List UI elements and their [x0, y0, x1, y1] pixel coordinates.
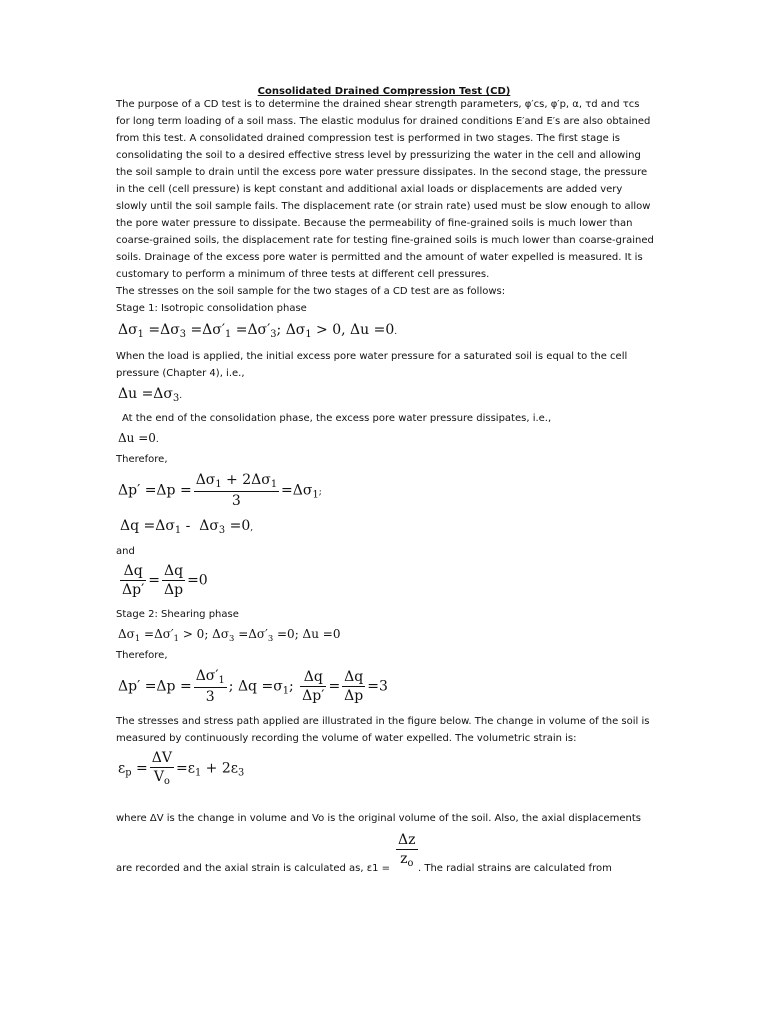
- equation-trailing-mark: .: [394, 327, 398, 337]
- page-title: Consolidated Drained Compression Test (CD): [257, 86, 511, 97]
- equation-shearing-stresses: $\Delta\sigma_1 =\Delta\sigma'_1 > 0$; $\Delta\sigma_3 =\Delta\sigma'_3 =0$; Δu =0: [118, 627, 341, 643]
- and-text: and: [116, 546, 135, 557]
- intro-paragraph: The purpose of a CD test is to determine the drained shear strength parameters, φ′cs, φ′p, α, τd and τcs for long term loading of a soil mass. The elastic modulus for drained conditions E′and E′s are also obtained from this test. A consolidated drained compression test is performed in two stages. The first stage is consolidating the soil to a desired effective stress level by pressurizing the water in the cell and allowing the soil sample to drain until the excess pore water pressure dissipates. In the second stage, the pressure in the cell (cell pressure) is kept constant and additional axial loads or displacements are added very slowly until the soil sample fails. The displacement rate (or strain rate) used must be slow enough to allow the pore water pressure to dissipate. Because the permeability of fine-grained soils is much lower than coarse-grained soils, the displacement rate for testing fine-grained soils is much lower than coarse-grained soils. Drainage of the excess pore water is permitted and the amount of water expelled is measured. It is customary to perform a minimum of three tests at different cell pressures.: [116, 99, 654, 280]
- consolidation-end-text: At the end of the consolidation phase, the excess pore water pressure dissipates, i.e.,: [122, 413, 552, 424]
- stresses-intro: The stresses on the soil sample for the two stages of a CD test are as follows:: [116, 286, 506, 297]
- equation-volumetric-strain: $\varepsilon_p$ = $\frac{\Delta V}{V_o}$ $=\varepsilon_1 + 2\varepsilon_3$: [118, 750, 245, 787]
- where-text: where ΔV is the change in volume and Vo is the original volume of the soil. Also, the axial displacements: [116, 813, 641, 824]
- axial-text-before: are recorded and the axial strain is calculated as, ε1 =: [116, 863, 391, 874]
- equation-deviator-stress-stage1: $\Delta q =\Delta\sigma_1 - \Delta\sigma_3 =0$,: [120, 518, 254, 536]
- equation-pore-pressure-zero: Δu =0.: [118, 431, 159, 445]
- equation-stress-path-stage2: Δp′ =Δp = $\frac{\Delta\sigma'_1}{3}$ ; $\Delta q =\sigma_1$; $\frac{\Delta q}{\Delta p'}$ = $\frac{\Delta q}{\Delta p}$ =3: [118, 668, 388, 705]
- stress-path-text: The stresses and stress path applied are illustrated in the figure below. The change in volume of the soil is measured by continuously recording the volume of water expelled. The volumetric strain is:: [116, 716, 650, 744]
- load-applied-text: When the load is applied, the initial excess pore water pressure for a saturated soil is equal to the cell pressure (Chapter 4), i.e.,: [116, 351, 628, 379]
- stage2-heading: Stage 2: Shearing phase: [116, 609, 239, 620]
- equation-axial-strain: $\frac{\Delta z}{z_o}$: [398, 832, 416, 869]
- equation-pore-pressure-initial: $\Delta u =\Delta\sigma_3$.: [118, 386, 183, 404]
- axial-text-after: . The radial strains are calculated from: [418, 863, 612, 874]
- therefore-2: Therefore,: [116, 650, 168, 661]
- equation-isotropic-stresses: $\Delta\sigma_1 =\Delta\sigma_3 =\Delta\sigma'_1 =\Delta\sigma'_3$; $\Delta\sigma_1 > 0$, Δu =0.: [118, 322, 398, 340]
- equation-stress-ratio-stage1: $\frac{\Delta q}{\Delta p'}$ = $\frac{\Delta q}{\Delta p}$ =0: [122, 563, 208, 598]
- equation-mean-stress-stage1: Δp′ =Δp = $\frac{\Delta\sigma_1 + 2\Delta\sigma_1}{3}$ $=\Delta\sigma_1$;: [118, 472, 322, 509]
- stage1-heading: Stage 1: Isotropic consolidation phase: [116, 303, 307, 314]
- therefore-1: Therefore,: [116, 454, 168, 465]
